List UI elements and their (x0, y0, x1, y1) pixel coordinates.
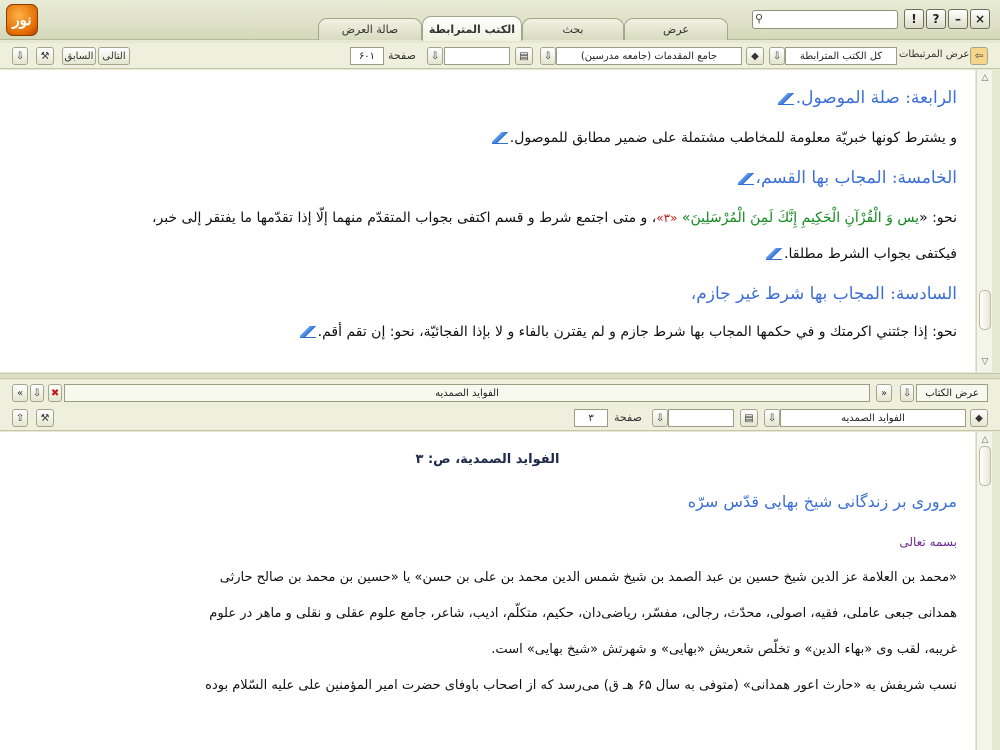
pen-icon[interactable] (778, 93, 794, 105)
page-input[interactable] (668, 409, 734, 427)
next-button[interactable]: التالى (98, 47, 130, 65)
linked-label: عرض المرتبطات (899, 49, 970, 60)
info-button[interactable]: ? (926, 9, 946, 29)
bottom-content-pane (0, 432, 975, 750)
text-line: فيكتفى بجواب الشرط مطلقا. (764, 246, 957, 262)
section-subheading: مرورى بر زندگانى شيخ بهايى قدّس سرّه (687, 492, 957, 511)
title-bar (0, 0, 1000, 40)
bottom-nav-toolbar (0, 405, 1000, 431)
book-select[interactable]: جامع المقدمات (جامعه مدرسين) (556, 47, 742, 65)
bottom-scrollbar[interactable] (976, 432, 992, 750)
top-toolbar (0, 43, 1000, 69)
page-title: الفوايد الصمدية، ص: ٣ (415, 452, 560, 467)
tab-view[interactable]: عرض (624, 18, 728, 40)
page-input[interactable] (444, 47, 510, 65)
top-content-pane (0, 70, 975, 372)
scroll-down-icon[interactable]: ▽ (981, 357, 989, 367)
pane-splitter[interactable] (0, 373, 1000, 379)
double-chevron-right-icon[interactable]: » (876, 384, 892, 402)
book-dropdown-icon[interactable]: ⇩ (540, 47, 556, 65)
text-line: نحو: إذا جئتني اكرمتك و في حكمها المجاب بها شرط جازم و لم يقترن بالفاء و لا بإذا الفجائيّة، نحو: إن تقم أقم. (298, 324, 957, 340)
page-go-icon[interactable]: ⇩ (427, 47, 443, 65)
down-arrow-icon[interactable]: ⇩ (30, 384, 44, 402)
scroll-up-icon[interactable]: △ (981, 73, 989, 83)
search-box[interactable] (752, 10, 898, 29)
pen-icon[interactable] (492, 132, 508, 144)
tag-icon[interactable]: ◆ (746, 47, 764, 65)
page-go-icon[interactable]: ⇩ (652, 409, 668, 427)
section-heading-fourth: الرابعة: صلة الموصول. (776, 88, 957, 108)
scroll-up-icon[interactable]: △ (981, 435, 989, 445)
window-buttons (904, 9, 990, 29)
text-line: غريبه، لقب وى «بهاء الدين» و تخلّص شعريش «بهايى» و شهرتش «شيخ بهايى» است. (491, 642, 957, 657)
down-arrow-icon[interactable]: ⇩ (12, 47, 28, 65)
search-input[interactable] (771, 12, 895, 27)
page-label: صفحة (614, 411, 642, 424)
book-dropdown-icon[interactable]: ⇩ (764, 409, 780, 427)
close-button[interactable]: × (970, 9, 990, 29)
linked-books-select[interactable]: كل الكتب المترابطة (785, 47, 897, 65)
help-button[interactable]: ! (904, 9, 924, 29)
bottom-book-toolbar (0, 380, 1000, 406)
wrench-icon[interactable]: ⚒ (36, 47, 54, 65)
wrench-icon[interactable]: ⚒ (36, 409, 54, 427)
books-icon[interactable]: ▤ (515, 47, 533, 65)
double-chevron-left-icon[interactable]: « (12, 384, 28, 402)
page-number-field[interactable]: ۶۰۱ (350, 47, 384, 65)
page-number-field[interactable]: ٣ (574, 409, 608, 427)
pen-icon[interactable] (766, 248, 782, 260)
text-line: همدانى جبعى عاملى، فقيه، اصولى، محدّث، رجالى، مفسّر، رياضى‌دان، حكيم، متكلّم، اديب، شاعر، جامع علوم عقلى و نقلى و ماهر در علوم (209, 606, 957, 621)
scroll-thumb[interactable] (979, 446, 991, 486)
top-scrollbar[interactable] (976, 70, 992, 372)
tab-gallery[interactable]: صالة العرض (318, 18, 422, 40)
section-heading-sixth: السادسة: المجاب بها شرط غير جازم، (690, 284, 957, 304)
tag-icon[interactable]: ◆ (970, 409, 988, 427)
text-line: و يشترط كونها خبريّة معلومة للمخاطب مشتملة على ضمير مطابق للموصول. (490, 130, 957, 146)
tab-search[interactable]: بحث (522, 18, 624, 40)
minimize-button[interactable]: – (948, 9, 968, 29)
back-arrow-icon[interactable]: ⇦ (970, 47, 988, 65)
scroll-thumb[interactable] (979, 290, 991, 330)
book-title-field: الفوايد الصمديه (64, 384, 870, 402)
app-logo-icon: نور (6, 4, 38, 36)
section-heading-fifth: الخامسة: المجاب بها القسم، (736, 168, 958, 188)
text-line: نسب شريفش به «حارث اعور همدانى» (متوفى به سال ۶۵ هـ ق) مى‌رسد كه از اصحاب باوفاى حضرت امير المؤمنين على عليه السّلام بوده (205, 678, 957, 693)
tab-linked-books[interactable]: الكتب المترابطة (422, 16, 522, 41)
pen-icon[interactable] (300, 326, 316, 338)
quran-verse: يس وَ الْقُرْآنِ الْحَكِيمِ إِنَّكَ لَمِنَ الْمُرْسَلِينَ (690, 210, 920, 226)
up-arrow-icon[interactable]: ⇧ (12, 409, 28, 427)
down-arrow-icon[interactable]: ⇩ (900, 384, 914, 402)
page-label: صفحة (388, 49, 416, 62)
search-icon[interactable]: ⚲ (755, 12, 764, 25)
book-select[interactable]: الفوايد الصمديه (780, 409, 966, 427)
prev-button[interactable]: السابق (62, 47, 96, 65)
text-line: «محمد بن العلامة عز الدين شيخ حسين بن عبد الصمد بن شيخ شمس الدين محمد بن على بن حسن» يا «حسين بن محمد بن صالح حارثى (219, 570, 957, 585)
pen-icon[interactable] (738, 173, 754, 185)
books-icon[interactable]: ▤ (740, 409, 758, 427)
quran-line: نحو: «يس وَ الْقُرْآنِ الْحَكِيمِ إِنَّكَ لَمِنَ الْمُرْسَلِينَ» «٣»، و متى اجتمع شرط و قسم اكتفى بجواب المتقدّم منهما إلّا إذا تقدّمها ما يفتقر إلى خبر، (151, 210, 957, 226)
linked-dropdown-icon[interactable]: ⇩ (769, 47, 785, 65)
show-book-label[interactable]: عرض الكتاب (916, 384, 988, 402)
footnote-ref[interactable]: «٣» (656, 211, 678, 225)
close-book-icon[interactable]: ✖ (48, 384, 62, 402)
basmala-heading: بسمه تعالى (899, 535, 957, 549)
